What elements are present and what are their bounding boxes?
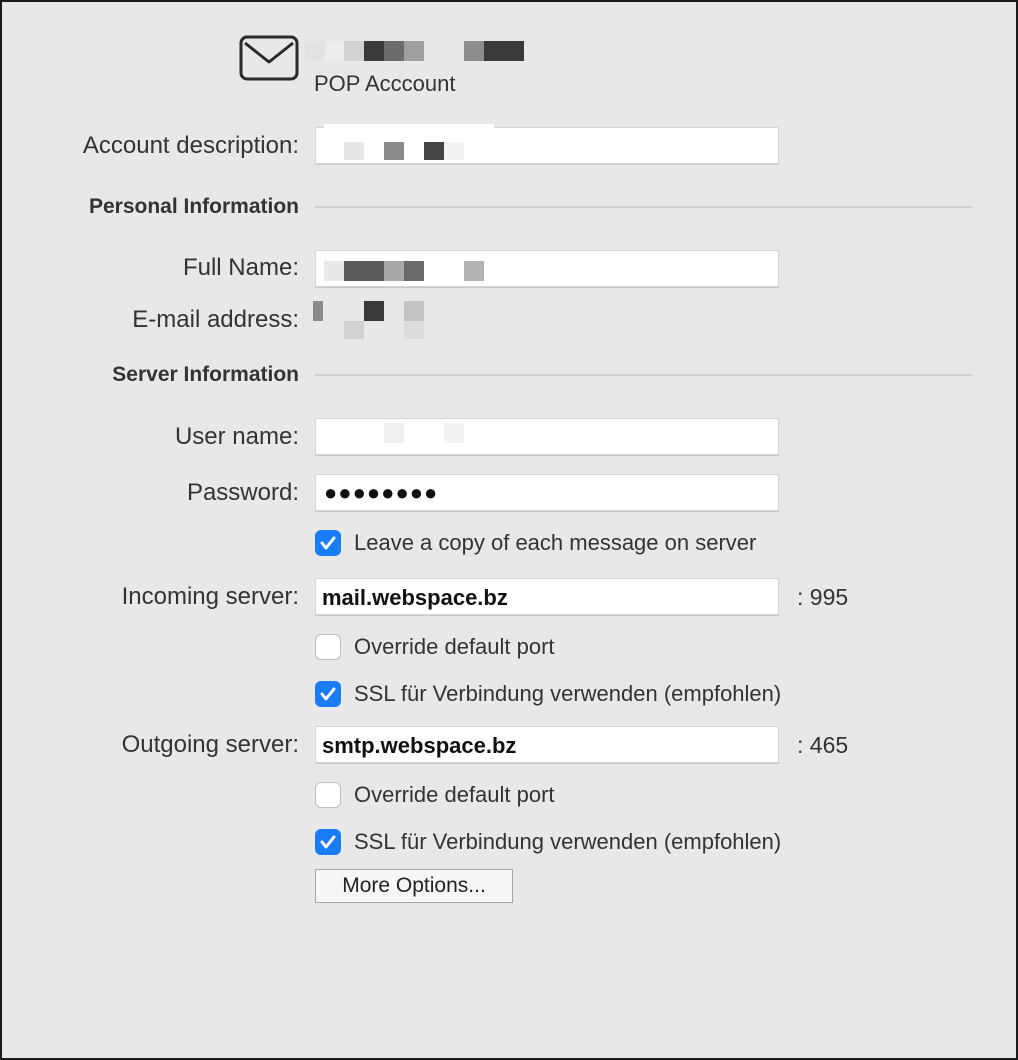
incoming-server-value: mail.webspace.bz xyxy=(322,585,508,610)
personal-info-divider xyxy=(315,206,972,208)
server-info-heading: Server Information xyxy=(112,363,299,386)
incoming-override-port-label: Override default port xyxy=(354,634,555,659)
more-options-button[interactable]: More Options... xyxy=(315,869,513,903)
incoming-ssl-label: SSL für Verbindung verwenden (empfohlen) xyxy=(354,681,782,706)
outgoing-override-port-checkbox[interactable] xyxy=(315,782,341,808)
username-label: User name: xyxy=(174,423,299,450)
full-name-label: Full Name: xyxy=(182,254,299,281)
incoming-port: : 995 xyxy=(797,584,849,610)
incoming-server-field[interactable] xyxy=(315,578,779,615)
password-label: Password: xyxy=(186,479,299,506)
checkmark-icon xyxy=(318,832,338,852)
account-type-label: POP Acccount xyxy=(314,71,456,96)
username-field[interactable] xyxy=(315,418,779,455)
incoming-override-port-checkbox[interactable] xyxy=(315,634,341,660)
email-address-label: E-mail address: xyxy=(132,306,299,333)
server-info-divider xyxy=(315,374,972,376)
account-description-label: Account description: xyxy=(82,132,299,159)
password-field[interactable] xyxy=(315,474,779,511)
leave-copy-checkbox[interactable] xyxy=(315,530,341,556)
outgoing-port: : 465 xyxy=(797,732,849,758)
incoming-ssl-checkbox[interactable] xyxy=(315,681,341,707)
envelope-icon xyxy=(239,35,299,81)
outgoing-override-port-label: Override default port xyxy=(354,782,555,807)
checkmark-icon xyxy=(318,684,338,704)
outgoing-ssl-label: SSL für Verbindung verwenden (empfohlen) xyxy=(354,829,782,854)
outgoing-server-label: Outgoing server: xyxy=(121,731,299,758)
checkmark-icon xyxy=(318,533,338,553)
outgoing-ssl-checkbox[interactable] xyxy=(315,829,341,855)
full-name-field[interactable] xyxy=(315,250,779,287)
account-description-field[interactable] xyxy=(315,127,779,164)
personal-info-heading: Personal Information xyxy=(88,195,299,218)
outgoing-server-field[interactable] xyxy=(315,726,779,763)
leave-copy-label: Leave a copy of each message on server xyxy=(354,530,757,555)
incoming-server-label: Incoming server: xyxy=(121,583,299,610)
password-mask: ●●●●●●●● xyxy=(324,480,439,505)
outgoing-server-value: smtp.webspace.bz xyxy=(322,733,517,758)
